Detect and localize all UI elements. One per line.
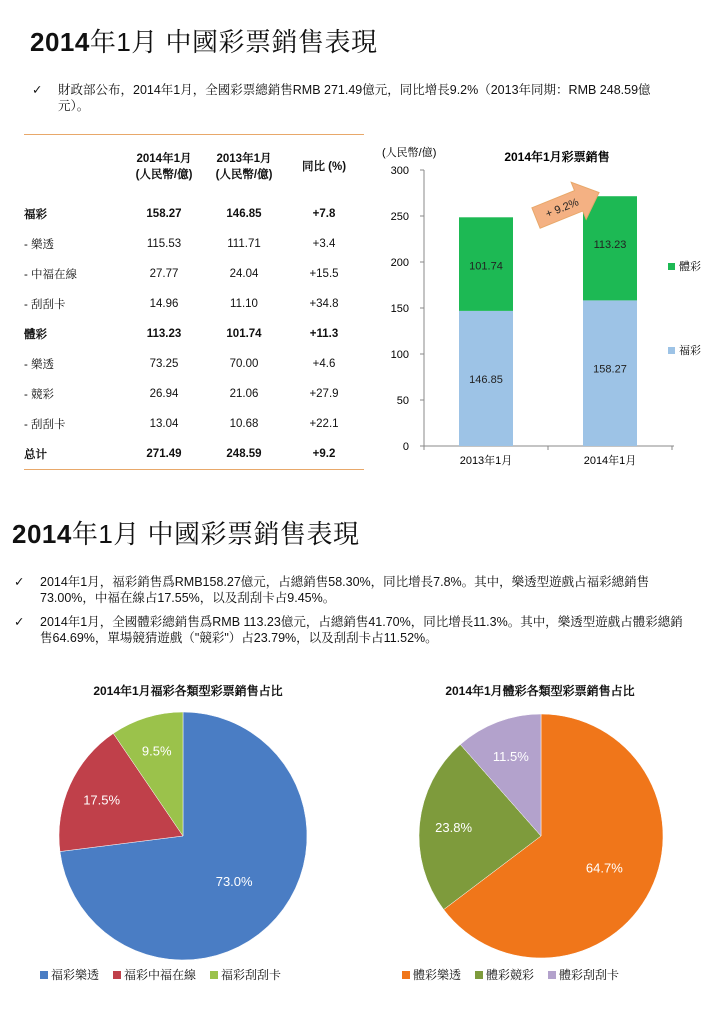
bar-legend-swatch — [668, 263, 675, 270]
pie-legend-item — [210, 968, 281, 982]
pie-legend-label: 福彩中福在線 — [124, 968, 197, 982]
pie-legend-item — [402, 968, 461, 982]
section2-bullet-1-text: 2014年1月，福彩銷售爲RMB158.27億元，占總銷售58.30%，同比增長7.8%。其中，樂透型遊戲占福彩總銷售73.00%，中福在線占17.55%，以及刮刮卡占9.45%。 — [40, 575, 650, 605]
table-cell-label: 总计 — [24, 449, 47, 461]
bar-title: 2014年1月彩票銷售 — [504, 150, 610, 164]
table-cell-v2013: 24.04 — [229, 268, 259, 280]
pie-legend-label: 福彩刮刮卡 — [221, 968, 282, 982]
bar-legend-label: 福彩 — [679, 345, 701, 357]
table-cell-yoy: +15.5 — [309, 268, 339, 280]
pie-legend-swatch — [113, 971, 121, 979]
table-cell-yoy: +34.8 — [309, 298, 339, 310]
bar-ylabel: (人民幣/億) — [382, 147, 437, 159]
table-cell-v2014: 158.27 — [146, 208, 182, 220]
pie-data-label: 9.5% — [141, 743, 172, 759]
table-cell-v2013: 101.74 — [226, 328, 262, 340]
bar-data-label: 113.23 — [593, 239, 627, 252]
section2-bullet-2 — [14, 614, 704, 648]
table-cell-label: - 中福在線 — [24, 269, 78, 281]
table-cell-yoy: +27.9 — [309, 388, 339, 400]
pie-legend-label: 體彩刮刮卡 — [559, 968, 620, 982]
pie-chart-sports — [390, 700, 690, 970]
table-row — [24, 349, 364, 379]
section1-bullet — [32, 82, 672, 116]
table-cell-v2014: 115.53 — [146, 238, 182, 250]
pie-data-label: 17.5% — [83, 792, 121, 808]
bar-data-label: 146.85 — [469, 373, 503, 386]
table-cell-label: - 樂透 — [24, 359, 55, 371]
bar-y-tick-label: 250 — [390, 211, 409, 223]
bar-category-label: 2013年1月 — [459, 455, 513, 467]
table-cell-v2013: 111.71 — [227, 238, 261, 250]
table-cell-label: - 樂透 — [24, 239, 55, 251]
table-cell-label: 體彩 — [24, 329, 47, 341]
table-header-cell — [24, 135, 124, 199]
section2-bullet-2-text: 2014年1月，全國體彩總銷售爲RMB 113.23億元，占總銷售41.70%，同比增長11.3%。其中，樂透型遊戲占體彩總銷售64.69%，單場競猜遊戲（"競彩"）占23.79%，以及刮刮卡占11.52%。 — [40, 615, 683, 645]
pie2-title: 2014年1月體彩各類型彩票銷售占比 — [445, 684, 635, 698]
table-cell-yoy: +22.1 — [309, 418, 339, 430]
table-cell-v2013: 70.00 — [229, 358, 259, 370]
table-cell-v2013: 146.85 — [226, 208, 262, 220]
table-cell-yoy: +11.3 — [309, 328, 339, 340]
section1-title — [30, 22, 378, 59]
growth-arrow-label: + 9.2% — [544, 196, 581, 221]
pie-legend-label: 體彩樂透 — [413, 968, 462, 982]
table-row — [24, 229, 364, 259]
table-cell-label: - 競彩 — [24, 389, 55, 401]
pie-data-label: 73.0% — [215, 874, 253, 890]
pie1-legend — [40, 966, 360, 983]
table-header-row — [24, 135, 364, 199]
table-row — [24, 199, 364, 229]
pie2-legend — [402, 966, 722, 983]
pie-data-label: 64.7% — [585, 860, 623, 876]
check-icon: ✓ — [32, 83, 43, 97]
bar-y-tick-label: 50 — [396, 395, 409, 407]
table-row — [24, 319, 364, 349]
pie-legend-item — [475, 968, 534, 982]
table-cell-v2014: 73.25 — [149, 358, 179, 370]
pie-legend-swatch — [402, 971, 410, 979]
stacked-bar-chart — [376, 140, 712, 475]
check-icon: ✓ — [14, 575, 25, 589]
table-cell-label: - 刮刮卡 — [24, 299, 66, 311]
table-cell-v2013: 11.10 — [230, 298, 258, 310]
bar-legend-swatch — [668, 347, 675, 354]
table-header-cell: 2013年1月 (人民幣/億) — [215, 153, 273, 181]
bar-y-tick-label: 200 — [390, 257, 409, 269]
pie-legend-label: 體彩競彩 — [486, 968, 535, 982]
bar-category-label: 2014年1月 — [583, 455, 637, 467]
table-cell-v2014: 27.77 — [149, 268, 179, 280]
table-header-cell: 同比 (%) — [301, 161, 347, 173]
table-bottom-rule — [24, 469, 364, 470]
table-cell-v2014: 113.23 — [146, 328, 182, 340]
table-cell-v2013: 248.59 — [226, 448, 262, 460]
section2-title — [12, 514, 360, 551]
bar-data-label: 158.27 — [593, 363, 627, 376]
pie-legend-swatch — [40, 971, 48, 979]
table-row — [24, 379, 364, 409]
section2-title-year: 2014 — [12, 519, 72, 549]
table-cell-v2014: 14.96 — [149, 298, 179, 310]
table-cell-v2013: 21.06 — [229, 388, 259, 400]
table-cell-yoy: +9.2 — [312, 448, 336, 460]
pie-legend-item — [40, 968, 99, 982]
table-cell-v2014: 26.94 — [149, 388, 179, 400]
bar-data-label: 101.74 — [469, 260, 503, 273]
sales-table — [24, 135, 364, 469]
table-row — [24, 259, 364, 289]
pie-chart-welfare — [28, 700, 338, 970]
pie-legend-swatch — [475, 971, 483, 979]
bar-y-tick-label: 0 — [402, 441, 409, 453]
table-cell-label: 福彩 — [24, 209, 47, 221]
table-row — [24, 289, 364, 319]
pie-legend-label: 福彩樂透 — [51, 968, 100, 982]
pie1-title: 2014年1月福彩各類型彩票銷售占比 — [93, 684, 283, 698]
table-cell-yoy: +4.6 — [312, 358, 336, 370]
bar-y-tick-label: 100 — [390, 349, 409, 361]
section1-bullet-text: 財政部公布，2014年1月，全國彩票總銷售RMB 271.49億元，同比增長9.2%（2013年同期：RMB 248.59億元）。 — [58, 83, 651, 113]
table-row — [24, 439, 364, 469]
table-cell-yoy: +3.4 — [312, 238, 336, 250]
table-cell-v2014: 13.04 — [149, 418, 179, 430]
pie-legend-item — [113, 968, 196, 982]
pie-data-label: 11.5% — [492, 749, 529, 765]
table-cell-yoy: +7.8 — [312, 208, 336, 220]
section1-title-rest: 年1月 中國彩票銷售表現 — [89, 27, 378, 57]
bar-y-tick-label: 150 — [390, 303, 409, 315]
pie-data-label: 23.8% — [435, 820, 473, 836]
section1-title-year: 2014 — [30, 27, 90, 57]
pie-legend-swatch — [210, 971, 218, 979]
sales-table-wrap — [24, 134, 364, 470]
check-icon: ✓ — [14, 615, 25, 629]
table-cell-v2013: 10.68 — [229, 418, 259, 430]
bar-y-tick-label: 300 — [390, 165, 409, 177]
table-cell-label: - 刮刮卡 — [24, 419, 66, 431]
pie-legend-swatch — [548, 971, 556, 979]
bar-legend-label: 體彩 — [679, 261, 701, 273]
section2-bullet-1 — [14, 574, 704, 608]
table-header-cell: 2014年1月 (人民幣/億) — [135, 153, 193, 181]
pie-legend-item — [548, 968, 619, 982]
table-cell-v2014: 271.49 — [146, 448, 182, 460]
table-row — [24, 409, 364, 439]
section2-title-rest: 年1月 中國彩票銷售表現 — [71, 519, 360, 549]
